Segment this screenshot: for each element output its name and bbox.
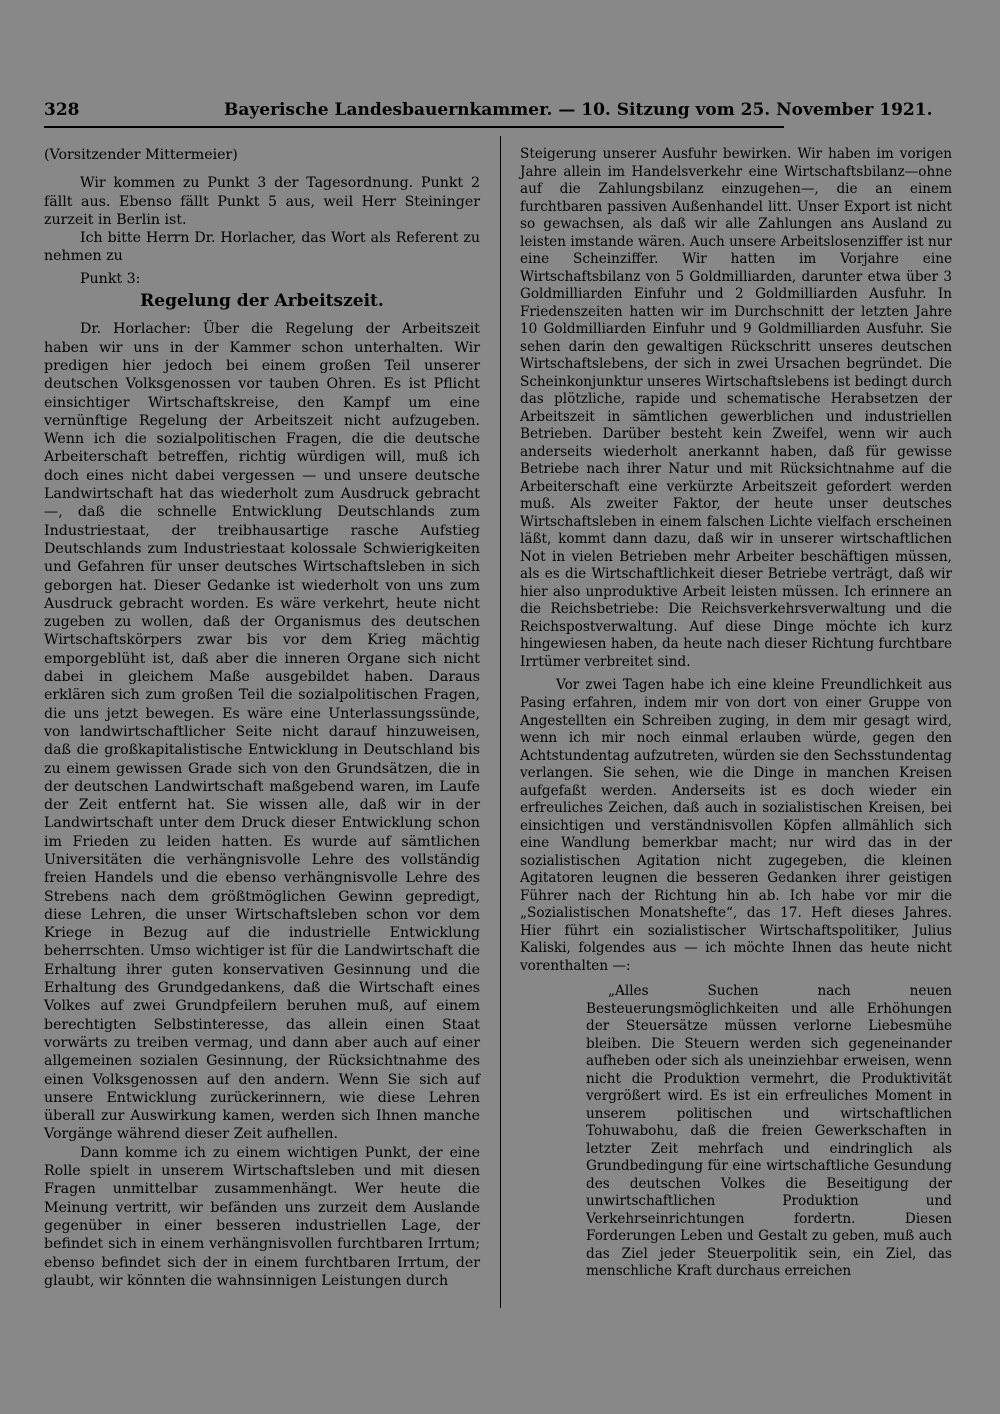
agenda-item: Punkt 3: [80,270,141,287]
running-title: Bayerische Landesbauernkammer. — 10. Sitzung vom 25. November 1921. [224,100,933,120]
paragraph: Dr. Horlacher: Über die Regelung der Arbeitszeit haben wir uns in der Kammer schon unterhalten. Wir predigen hier jedoch bei einem großen Teil unserer deutschen Volksgenossen vor tauben Ohren. Es ist Pflicht einsichtiger Wirtschaftskreise, den Kampf um eine vernünftige Regelung der Arbeitszeit nicht aufzugeben. Wenn ich die sozialpolitischen Fragen, die die deutsche Arbeiterschaft betreffen, richtig würdigen will, muß ich doch eines nicht dabei vergessen — und unsere deutsche Landwirtschaft hat das wiederholt zum Ausdruck gebracht —, daß die schnelle Entwicklung Deutschlands zum Industriestaat, der treibhausartige rasche Aufstieg Deutschlands zum Industriestaat kolossale Schwierigkeiten und Gefahren für unser deutsches Wirtschaftsleben in sich geborgen hat. Dieser Gedanke ist wiederholt von uns zum Ausdruck gebracht worden. Es wäre verkehrt, heute nicht zugeben zu wollen, daß der Organismus des deutschen Wirtschaftskörpers zwar bis vor dem Krieg mächtig emporgeblüht ist, daß aber die inneren Organe sich nicht dabei in gleichem Maße ausgebildet haben. Daraus erklären sich zum großen Teil die sozialpolitischen Fragen, die uns jetzt bewegen. Es wäre eine Unterlassungssünde, von landwirtschaftlicher Seite nicht darauf hinzuweisen, daß die großkapitalistische Entwicklung in Deutschland bis zu einem gewissen Grade sich von den Grundsätzen, die in der deutschen Landwirtschaft maßgebend waren, im Laufe der Zeit entfernt hat. Sie wissen alle, daß wir in der Landwirtschaft unter dem Druck dieser Entwicklung schon im Frieden zu leiden hatten. Es wurde auf sämtlichen Universitäten die verhängnisvolle Lehre des vollständig freien Handels und die ebenso verhängnisvolle Lehre des Strebens nach dem größtmöglichen Gewinn gepredigt, diese Lehren, die unser Wirtschaftsleben schon vor dem Kriege in Bezug auf die industrielle Entwicklung beherrschten. Umso wichtiger ist für die Landwirtschaft die Erhaltung ihrer guten konservativen Gesinnung und die Erhaltung des Grundgedankens, daß die Wirtschaft eines Volkes auf zwei Grundpfeilern beruhen muß, auf einem berechtigten Selbstinteresse, das allein einen Staat vorwärts zu treiben vermag, und dann aber auch auf einer allgemeinen sozialen Gesinnung, der Rücksichtnahme des einen Volksgenossen auf den andern. Wenn Sie sich auf unsere Entwicklung zurückerinnern, wie diese Lehren überall zur Auswirkung kamen, werden sich Ihnen manche Vorgänge während dieser Zeit aufhellen. [44,321,480,1143]
paragraph: Wir kommen zu Punkt 3 der Tagesordnung. Punkt 2 fällt aus. Ebenso fällt Punkt 5 aus, weil Herr Steininger zurzeit in Berlin ist. [44,175,480,228]
paragraph: Ich bitte Herrn Dr. Horlacher, das Wort als Referent zu nehmen zu [44,230,480,265]
block-quote: „Alles Suchen nach neuen Besteuerungsmöglichkeiten und alle Erhöhungen der Steuersätze müssen verlorne Liebesmühe bleiben. Die Steuern werden sich gegeneinander aufheben oder sich als uneinziehbar erweisen, wenn nicht die Produktion vermehrt, die Produktivität vergrößert wird. Es ist ein erfreuliches Moment in unserem politischen und wirtschaftlichen Tohuwabohu, daß die freien Gewerkschaften in letzter Zeit mehrfach und eindringlich als Grundbedingung für eine wirtschaftliche Gesundung des deutschen Volkes die Beseitigung der unwirtschaftlichen Produktion und Verkehrseinrichtungen fordertn. Diesen Forderungen Leben und Gestalt zu geben, muß auch das Ziel jeder Steuerpolitik sein, ein Ziel, das menschliche Kraft durchaus erreichen [586,983,952,1280]
page-number: 328 [44,100,80,120]
paragraph: Steigerung unserer Ausfuhr bewirken. Wir haben im vorigen Jahre allein im Handelsverkehr eine Wirtschaftsbilanz—ohne auf die Zahlungsbilanz einzugehen—, die an einem furchtbaren passiven Außenhandel litt. Unser Export ist nicht so gewachsen, als daß wir alle Zahlungen ans Ausland zu leisten imstande wären. Auch unsere Arbeitslosenziffer ist nur eine Scheinziffer. Wir hatten im Vorjahre eine Wirtschaftsbilanz von 5 Goldmilliarden, darunter etwa über 3 Goldmilliarden Einfuhr und 2 Goldmilliarden Ausfuhr. In Friedenszeiten hatten wir im Durchschnitt der letzten Jahre 10 Goldmilliarden Einfuhr und 9 Goldmilliarden Ausfuhr. Sie sehen darin den gewaltigen Rückschritt unseres deutschen Wirtschaftslebens, der sich in zwei Ursachen begründet. Die Scheinkonjunktur unseres Wirtschaftslebens ist bedingt durch das plötzliche, rapide und schematische Herabsetzen der Arbeitszeit in sämtlichen gewerblichen und industriellen Betrieben. Darüber besteht kein Zweifel, wenn wir auch anderseits wiederholt anerkannt haben, daß für gewisse Betriebe nach ihrer Natur und mit Rücksichtnahme auf die Arbeiterschaft eine verkürzte Arbeitszeit gefordert werden muß. Als zweiter Faktor, der heute unser deutsches Wirtschaftsleben in einem falschen Lichte vielfach erscheinen läßt, kommt dann dazu, daß wir in unserer wirtschaftlichen Not in vielen Betrieben mehr Arbeiter beschäftigen müssen, als es die Wirtschaftlichkeit dieser Betriebe verträgt, daß wir hier also unproduktive Arbeit leisten müssen. Ich erinnere an die Reichsbetriebe: Die Reichsverkehrsverwaltung und die Reichspostverwaltung. Auf diese Dinge möchte ich kurz hingewiesen haben, da heute nach dieser Richtung furchtbare Irrtümer verbreitet sind. [520,146,952,670]
header-rule [44,126,784,128]
section-heading: Regelung der Arbeitszeit. [140,291,384,312]
column-divider [500,136,501,1308]
chair-note: (Vorsitzender Mittermeier) [44,147,238,163]
paragraph: Dann komme ich zu einem wichtigen Punkt, der eine Rolle spielt in unserem Wirtschaftsleben und mit diesen Fragen unmittelbar zusammenhängt. Wer heute die Meinung vertritt, wir befänden uns zurzeit dem Auslande gegenüber in einer besseren industriellen Lage, der befindet sich in einem verhängnisvollen furchtbaren Irrtum; ebenso befindet sich der in einem furchtbaren Irrtum, der glaubt, wir könnten die wahnsinnigen Leistungen durch [44,1144,480,1289]
left-column [44,146,480,1290]
paragraph: Vor zwei Tagen habe ich eine kleine Freundlichkeit aus Pasing erfahren, indem mir von dort von einer Gruppe von Angestellten ein Schreiben zuging, in dem mir gesagt wird, wenn ich mir noch einmal erlauben würde, gegen den Achtstundentag aufzutreten, würden sie den Sechsstundentag verlangen. Sie sehen, wie die Dinge in manchen Kreisen aufgefaßt werden. Anderseits ist es doch wieder ein erfreuliches Zeichen, daß auch in sozialistischen Kreisen, bei einsichtigen und verständnisvollen Köpfen allmählich sich eine Wandlung bemerkbar macht; nur wird das in der sozialistischen Agitation nicht zugegeben, die kleinen Agitatoren leugnen die besseren Gedanken ihrer geistigen Führer nach der Richtung hin ab. Ich habe vor mir die „Sozialistischen Monatshefte“, das 17. Heft dieses Jahres. Hier führt ein sozialistischer Wirtschaftspolitiker, Julius Kaliski, folgendes aus — ich möchte Ihnen das heute nicht vorenthalten —: [520,677,952,974]
right-column [520,146,952,1281]
